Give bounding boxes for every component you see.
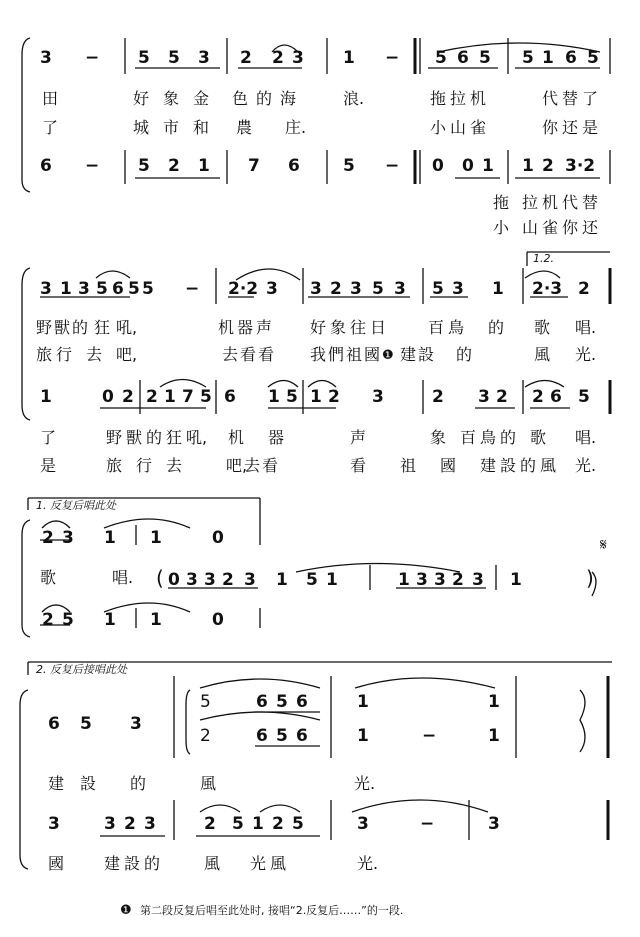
lyric-char: 吼, [116,318,138,337]
note: 3 [40,48,52,68]
note: 2 [122,387,134,407]
paren-open: ( [156,566,164,590]
note: 1 [150,610,162,630]
lyric-char: 代 [562,193,579,212]
note: 3 [266,279,278,299]
lyric-char: 我 [310,345,327,364]
lyric-char: 的 [256,89,273,108]
note: 5 [96,279,108,299]
note: 5 [522,48,534,68]
lyric-char: 行 [56,345,73,364]
note: 7 [248,156,260,176]
note: 3 [62,528,74,548]
note: 6 [296,726,308,746]
lyric-char: 替 [562,89,579,108]
lyric-char: 金 [193,89,210,108]
note: 5 [435,48,447,68]
lyric-char: 了 [582,89,599,108]
note: 5 [200,692,211,712]
system4-brace [20,690,28,869]
lyric-char: 看 [258,345,275,364]
note: 3 [48,814,60,834]
lyric-char: 象 [330,318,347,337]
lyric-char: 城 [133,118,150,137]
note: 6 [112,279,124,299]
note: 5 [138,156,150,176]
dash: − [385,156,400,176]
note: 2 [204,814,216,834]
lyric-char: 的 [146,428,163,447]
lyric-char: 光. [357,854,379,873]
note: 0 [462,156,474,176]
note: 5 [168,48,180,68]
note: 1 [492,279,504,299]
lyric-char: 拉 [450,89,467,108]
note: 1 [198,156,210,176]
note: 5 [587,48,599,68]
lyric-char: 拖 [430,89,447,108]
lyric-char: 設 [500,456,517,475]
volta-label: 1.2. [533,252,554,265]
lyric-char: 田 [42,89,59,108]
lyric-char: 往 [350,318,367,337]
lyric-char: 代 [542,89,559,108]
note: 6 [565,48,577,68]
lyric-char: 的 [488,318,505,337]
lyric-char: 了 [42,118,59,137]
note: 2 [532,387,544,407]
volta-label: 1. 反复后唱此处 [36,499,116,512]
note: 6 [224,387,236,407]
note: 2 [222,570,234,590]
lyric-char: 祖 [346,345,363,364]
note: 1 [398,570,410,590]
lyric-char: 去 [222,345,239,364]
footnote-text: 第二段反复后唱至此处时, 接唱“2.反复后……”的一段. [140,904,404,917]
lyric-char: 好 [310,318,327,337]
lyric-char: 吧, [226,456,248,475]
note: 5 [276,692,288,712]
lyric-char: 設 [418,345,435,364]
lyric-char: 風 [534,345,551,364]
lyric-char: 旅 [36,345,53,364]
lyric-char: 狂 [94,318,111,337]
note: 3 [472,570,484,590]
lyric-char: 風 [200,774,217,793]
note: 1 [357,726,369,746]
note: 1 [104,528,116,548]
note: 0 [432,156,444,176]
lyric-char: 和 [193,118,210,137]
note: 1 [276,570,288,590]
note: 1 [40,387,52,407]
note: 3 [104,814,116,834]
note: 5 [306,570,318,590]
note: 2 [542,156,554,176]
lyric-char: 去 [166,456,183,475]
dash: − [185,279,200,299]
note: 2 [42,528,54,548]
note: 2·3 [532,279,563,299]
lyric-char: 的 [130,774,147,793]
lyric-char: 雀 [470,118,487,137]
note: 1 [488,726,500,746]
lyric-char: 鳥 [448,318,465,337]
note: 2 [578,279,590,299]
lyric-char: 机 [218,318,235,337]
note: 3 [350,279,362,299]
note: 5 [372,279,384,299]
lyric-char: 的 [456,345,473,364]
lyric-char: 浪. [343,89,365,108]
note: 5 [276,726,288,746]
note: 1 [510,570,522,590]
note: 6 [40,156,52,176]
lyric-char: 風 [540,456,557,475]
lyric-char: 國 [440,456,457,475]
note: 2 [240,48,252,68]
lyric-char: 建 [480,456,497,475]
lyric-char: 們 [328,345,345,364]
lyric-char: 是 [40,456,57,475]
note: 1 [522,156,534,176]
lyric-char: 是 [582,118,599,137]
lyric-char: 拉 [522,193,539,212]
lyric-char: 小 [430,118,447,137]
lyric-char: 百 [428,318,445,337]
note: 5 [142,279,154,299]
lyric-char: 獸 [54,318,71,337]
note: 3 [488,814,500,834]
note: 0 [212,610,224,630]
note: 5 [128,279,140,299]
note: 3 [40,279,52,299]
lyric-char: 行 [136,456,153,475]
note: 0 [212,528,224,548]
note: 6 [288,156,300,176]
note: 3 [357,814,369,834]
dash: − [85,156,100,176]
note: 1 [488,692,500,712]
lyric-char: 市 [163,118,180,137]
note: 1 [326,570,338,590]
lyric-char: 唱. [575,318,597,337]
lyric-char: 还 [582,218,599,237]
lyric-char: 光 [250,854,267,873]
note: 6 [48,714,60,734]
dash: − [85,48,100,68]
note: 2 [146,387,158,407]
note: 7 [182,387,194,407]
note: 1 [60,279,72,299]
lyric-char: 設 [124,854,141,873]
note: 3 [78,279,90,299]
lyric-char: 去 [86,345,103,364]
lyric-char: 吧, [116,345,138,364]
lyric-char: 声 [350,428,367,447]
footnote-marker: ❶ [120,903,132,918]
note: 5 [432,279,444,299]
note: 1 [343,48,355,68]
note: 1 [482,156,494,176]
lyric-char: 野 [36,318,53,337]
lyric-char: 國 [364,345,381,364]
lyric-char: 光. [575,456,597,475]
lyric-char: 机 [542,193,559,212]
lyric-char: 風 [270,854,287,873]
note: 5 [80,714,92,734]
lyric-char: 野 [106,428,123,447]
lyric-char: 去 [244,456,261,475]
note: 2 [272,814,284,834]
lyric-char: 庄. [285,118,307,137]
lyric-char: 吼, [186,428,208,447]
system1-brace [22,38,30,192]
lyric-char: 山 [450,118,467,137]
lyric-char: 國 [48,854,65,873]
lyric-char: 設 [80,774,97,793]
lyric-char: 了 [40,428,57,447]
note: 3 [144,814,156,834]
note: 1 [164,387,176,407]
note: 5 [292,814,304,834]
lyric-char: 風 [204,854,221,873]
lyric-char: 歌 [534,318,551,337]
note: 6 [550,387,562,407]
lyric-char: 器 [268,428,285,447]
lyric-char: 声 [256,318,273,337]
lyric-char: 建 [400,345,417,364]
note: 6 [256,692,268,712]
lyric-char: 光. [354,774,376,793]
note: 3 [416,570,428,590]
note: 5 [232,814,244,834]
note: 2 [272,48,284,68]
note: 0 [102,387,114,407]
note: 0 [168,570,180,590]
note: 6 [296,692,308,712]
lyric-char: 唱. [575,428,597,447]
footnote-marker: ❶ [382,348,394,363]
note: 5 [479,48,491,68]
lyric-char: 百 [460,428,477,447]
lyric-char: 海 [280,89,297,108]
lyric-char: 狂 [166,428,183,447]
lyric-char: 色 [232,89,249,108]
note: 1 [310,387,322,407]
lyric-char: 的 [500,428,517,447]
note: 2 [496,387,508,407]
note: 5 [343,156,355,176]
note: 3 [434,570,446,590]
note: 6 [457,48,469,68]
lyric-char: 机 [228,428,245,447]
note: 5 [578,387,590,407]
lyric-char: 看 [262,456,279,475]
note: 3 [372,387,384,407]
note: 3 [292,48,304,68]
lyric-char: 好 [133,89,150,108]
system2-brace [22,268,30,420]
lyric-char: 器 [237,318,254,337]
note: 6 [256,726,268,746]
dash: − [422,726,437,746]
note: 2·2 [228,279,259,299]
note: 3 [394,279,406,299]
lyric-char: 建 [104,854,121,873]
note: 2 [330,279,342,299]
note: 3 [478,387,490,407]
lyric-char: 还 [562,118,579,137]
segno-icon: 𝄋 [600,535,607,554]
note: 3·2 [565,156,596,176]
lyric-char: 農 [236,118,253,137]
lyric-char: 的 [144,854,161,873]
note: 3 [130,714,142,734]
lyric-char: 日 [370,318,387,337]
lyric-char: 建 [48,774,65,793]
lyric-char: 看 [350,456,367,475]
system3-brace [22,520,30,637]
lyric-char: 歌 [530,428,547,447]
note: 5 [200,387,212,407]
note: 3 [452,279,464,299]
lyric-char: 象 [430,428,447,447]
note: 2 [168,156,180,176]
note: 3 [198,48,210,68]
lyric-char: 替 [582,193,599,212]
note: 1 [268,387,280,407]
note: 5 [286,387,298,407]
note: 2 [200,726,211,746]
note: 1 [150,528,162,548]
note: 3 [186,570,198,590]
volta-label: 2. 反复后接唱此处 [36,663,127,676]
dash: − [385,48,400,68]
lyric-char: 看 [240,345,257,364]
lyric-char: 旅 [106,456,123,475]
lyric-char: 拖 [493,193,510,212]
note: 1 [104,610,116,630]
lyric-char: 歌 [40,568,57,587]
note: 1 [252,814,264,834]
note: 2 [124,814,136,834]
paren-close: ) [586,566,594,590]
dash: − [420,814,435,834]
lyric-char: 小 [493,218,510,237]
note: 3 [204,570,216,590]
note: 3 [310,279,322,299]
note: 1 [542,48,554,68]
lyric-char: 鳥 [480,428,497,447]
lyric-char: 唱. [112,568,134,587]
note: 2 [42,610,54,630]
note: 2 [328,387,340,407]
lyric-char: 你 [562,218,579,237]
lyric-char: 的 [520,456,537,475]
note: 1 [357,692,369,712]
lyric-char: 你 [542,118,559,137]
note: 2 [432,387,444,407]
lyric-char: 象 [163,89,180,108]
lyric-char: 的 [72,318,89,337]
lyric-char: 机 [470,89,487,108]
lyric-char: 山 [522,218,539,237]
note: 5 [62,610,74,630]
lyric-char: 雀 [542,218,559,237]
lyric-char: 祖 [400,456,417,475]
lyric-char: 光. [575,345,597,364]
note: 5 [138,48,150,68]
lyric-char: 獸 [126,428,143,447]
note: 3 [244,570,256,590]
note: 2 [452,570,464,590]
